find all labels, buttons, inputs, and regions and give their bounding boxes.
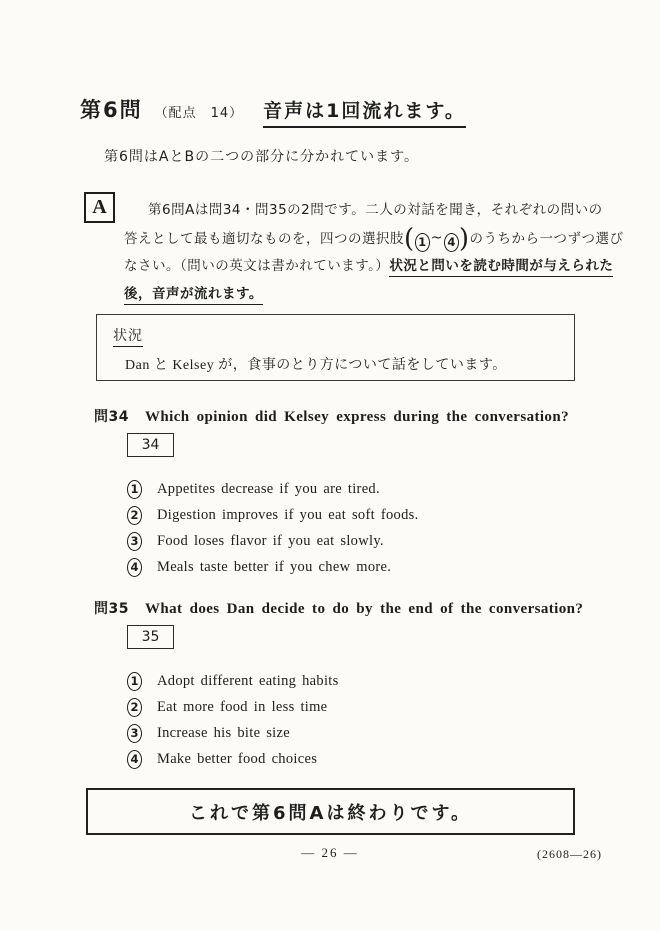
circled-number-4: 4 <box>444 233 459 252</box>
option-text: Meals taste better if you chew more. <box>157 558 392 575</box>
option-row <box>127 480 594 498</box>
audio-notice: 音声は1回流れます。 <box>263 96 466 128</box>
answer-box-34: 34 <box>127 433 174 457</box>
question-35-text: What does Dan decide to do by the end of the conversation? <box>144 601 584 617</box>
question-35-row <box>94 598 594 618</box>
option-row <box>127 672 594 690</box>
option-text: Digestion improves if you eat soft foods. <box>157 506 419 523</box>
option-row <box>127 532 594 550</box>
question-34-row <box>94 406 594 426</box>
option-text: Appetites decrease if you are tired. <box>157 480 380 497</box>
situation-title: 状況 <box>113 325 143 347</box>
option-text: Adopt different eating habits <box>157 672 339 689</box>
option-row <box>127 698 594 716</box>
option-row <box>127 724 594 742</box>
question-35-options <box>127 672 594 768</box>
option-text: Food loses flavor if you eat slowly. <box>157 532 384 549</box>
question-35 <box>94 598 594 776</box>
question-34-options <box>127 480 594 576</box>
option-number-circle: 1 <box>127 480 142 499</box>
question-34-text: Which opinion did Kelsey express during the conversation? <box>144 409 569 425</box>
instruction-line-3: なさい。（問いの英文は書かれています。）状況と問いを読む時間が与えられた <box>124 252 586 280</box>
close-paren: ) <box>458 224 470 254</box>
points-label: （配点 14） <box>154 106 244 121</box>
option-number-circle: 4 <box>127 558 142 577</box>
part-a-label: A <box>92 196 107 218</box>
circled-number-1: 1 <box>415 233 430 252</box>
option-text: Increase his bite size <box>157 724 290 741</box>
underlined-notice-continued: 後，音声が流れます。 <box>124 286 263 305</box>
range-tilde: ~ <box>430 230 443 246</box>
end-notice-text: これで第6問Aは終わりです。 <box>188 802 472 824</box>
instruction-line-4 <box>124 280 586 308</box>
part-a-label-box <box>84 192 115 223</box>
option-text: Make better food choices <box>157 750 318 767</box>
question-34-label: 問34 <box>94 409 129 425</box>
instruction-line-1: 第6問Aは問34・問35の2問です。二人の対話を聞き，それぞれの問いの <box>148 202 603 218</box>
option-number-circle: 2 <box>127 506 142 525</box>
option-row <box>127 506 594 524</box>
split-note: 第6問はAとBの二つの部分に分かれています。 <box>104 149 419 165</box>
option-row <box>127 750 594 768</box>
page-header <box>80 94 466 128</box>
question-34 <box>94 406 594 584</box>
end-notice-box <box>86 788 575 835</box>
option-row <box>127 558 594 576</box>
document-code: (2608—26) <box>537 847 602 861</box>
question-35-label: 問35 <box>94 601 129 617</box>
answer-box-35: 35 <box>127 625 174 649</box>
page-number: — 26 — <box>301 845 359 860</box>
open-paren: ( <box>404 224 415 254</box>
option-number-circle: 2 <box>127 698 142 717</box>
option-text: Eat more food in less time <box>157 698 328 715</box>
situation-box <box>96 314 575 381</box>
section-title: 第6問 <box>80 98 143 122</box>
option-number-circle: 1 <box>127 672 142 691</box>
option-number-circle: 4 <box>127 750 142 769</box>
instruction-line-2: 答えとして最も適切なものを，四つの選択肢( 1 ~ 4 )のうちから一つずつ選び <box>124 224 624 254</box>
option-number-circle: 3 <box>127 724 142 743</box>
underlined-notice: 状況と問いを読む時間が与えられた <box>389 258 613 277</box>
option-number-circle: 3 <box>127 532 142 551</box>
situation-text: Dan と Kelsey が，食事のとり方について話をしています。 <box>125 358 507 373</box>
part-a-instructions <box>124 196 624 308</box>
